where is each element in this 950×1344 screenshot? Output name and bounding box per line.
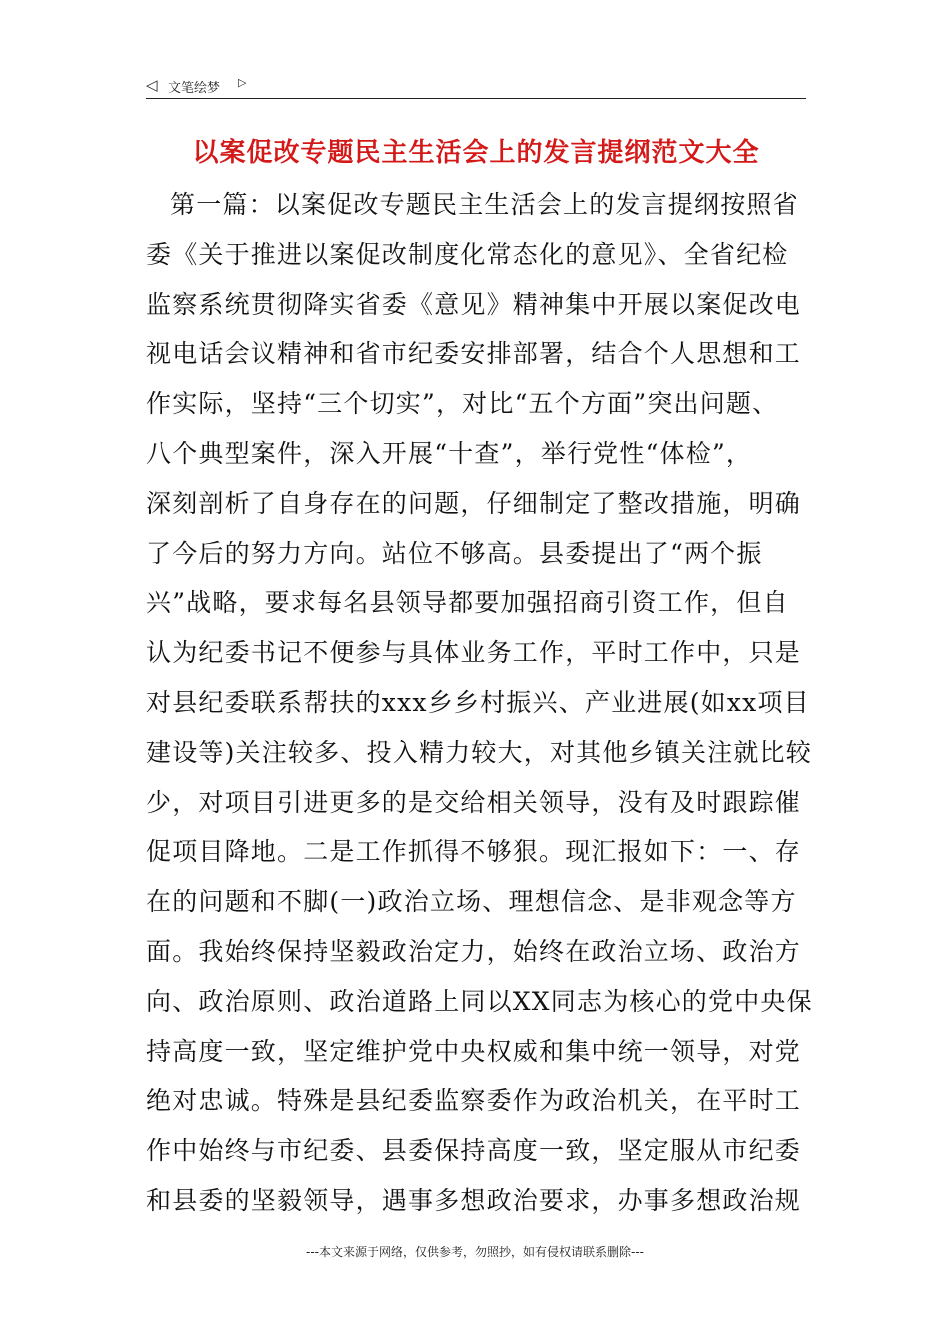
body-line: 了今后的努力方向。站位不够高。县委提出了“两个振 [146,538,763,568]
body-line: 监察系统贯彻降实省委《意见》精神集中开展以案促改电 [146,289,802,319]
body-line: 对县纪委联系帮扶的xxx乡乡村振兴、产业进展(如xx项目 [146,687,810,717]
document-body [146,180,813,1226]
body-line: 建设等)关注较多、投入精力较大，对其他乡镇关注就比较 [146,737,812,767]
body-line: 作中始终与市纪委、县委保持高度一致，坚定服从市纪委 [146,1136,802,1166]
body-line: 委《关于推进以案促改制度化常态化的意见》、全省纪检 [146,239,789,269]
triangle-right-icon: ▷ [238,76,247,89]
body-line: 认为纪委书记不便参与具体业务工作，平时工作中，只是 [146,638,802,668]
body-line: 少，对项目引进更多的是交给相关领导，没有及时跟踪催 [146,787,802,817]
body-line: 面。我始终保持坚毅政治定力，始终在政治立场、政治方 [146,936,802,966]
body-line: 深刻剖析了自身存在的问题，仔细制定了整改措施，明确 [146,488,802,518]
body-line: 向、政治原则、政治道路上同以XX同志为核心的党中央保 [146,986,813,1016]
body-line: 持高度一致，坚定维护党中央权威和集中统一领导，对党 [146,1036,802,1066]
body-line: 视电话会议精神和省市纪委安排部署，结合个人思想和工 [146,339,802,369]
body-line: 第一篇：以案促改专题民主生活会上的发言提纲按照省 [170,190,799,219]
body-line: 促项目降地。二是工作抓得不够狠。现汇报如下：一、存 [146,837,802,867]
body-line: 兴”战略，要求每名县领导都要加强招商引资工作，但自 [146,588,789,618]
page-header [146,74,806,99]
document-title: 以案促改专题民主生活会上的发言提纲范文大全 [192,138,760,168]
body-line: 在的问题和不脚(一)政治立场、理想信念、是非观念等方 [146,887,797,917]
header-title: 文笔绘梦 [168,81,221,96]
body-line: 绝对忠诚。特殊是县纪委监察委作为政治机关，在平时工 [146,1086,802,1116]
body-line: 作实际，坚持“三个切实”，对比“五个方面”突出问题、 [146,389,779,419]
body-line: 八个典型案件，深入开展“十查”，举行党性“体检”， [146,438,753,468]
page-footer: ---本文来源于网络，仅供参考，勿照抄，如有侵权请联系删除--- [306,1245,644,1259]
triangle-left-icon: ◁ [146,76,158,94]
body-line: 和县委的坚毅领导，遇事多想政治要求，办事多想政治规 [146,1185,802,1215]
